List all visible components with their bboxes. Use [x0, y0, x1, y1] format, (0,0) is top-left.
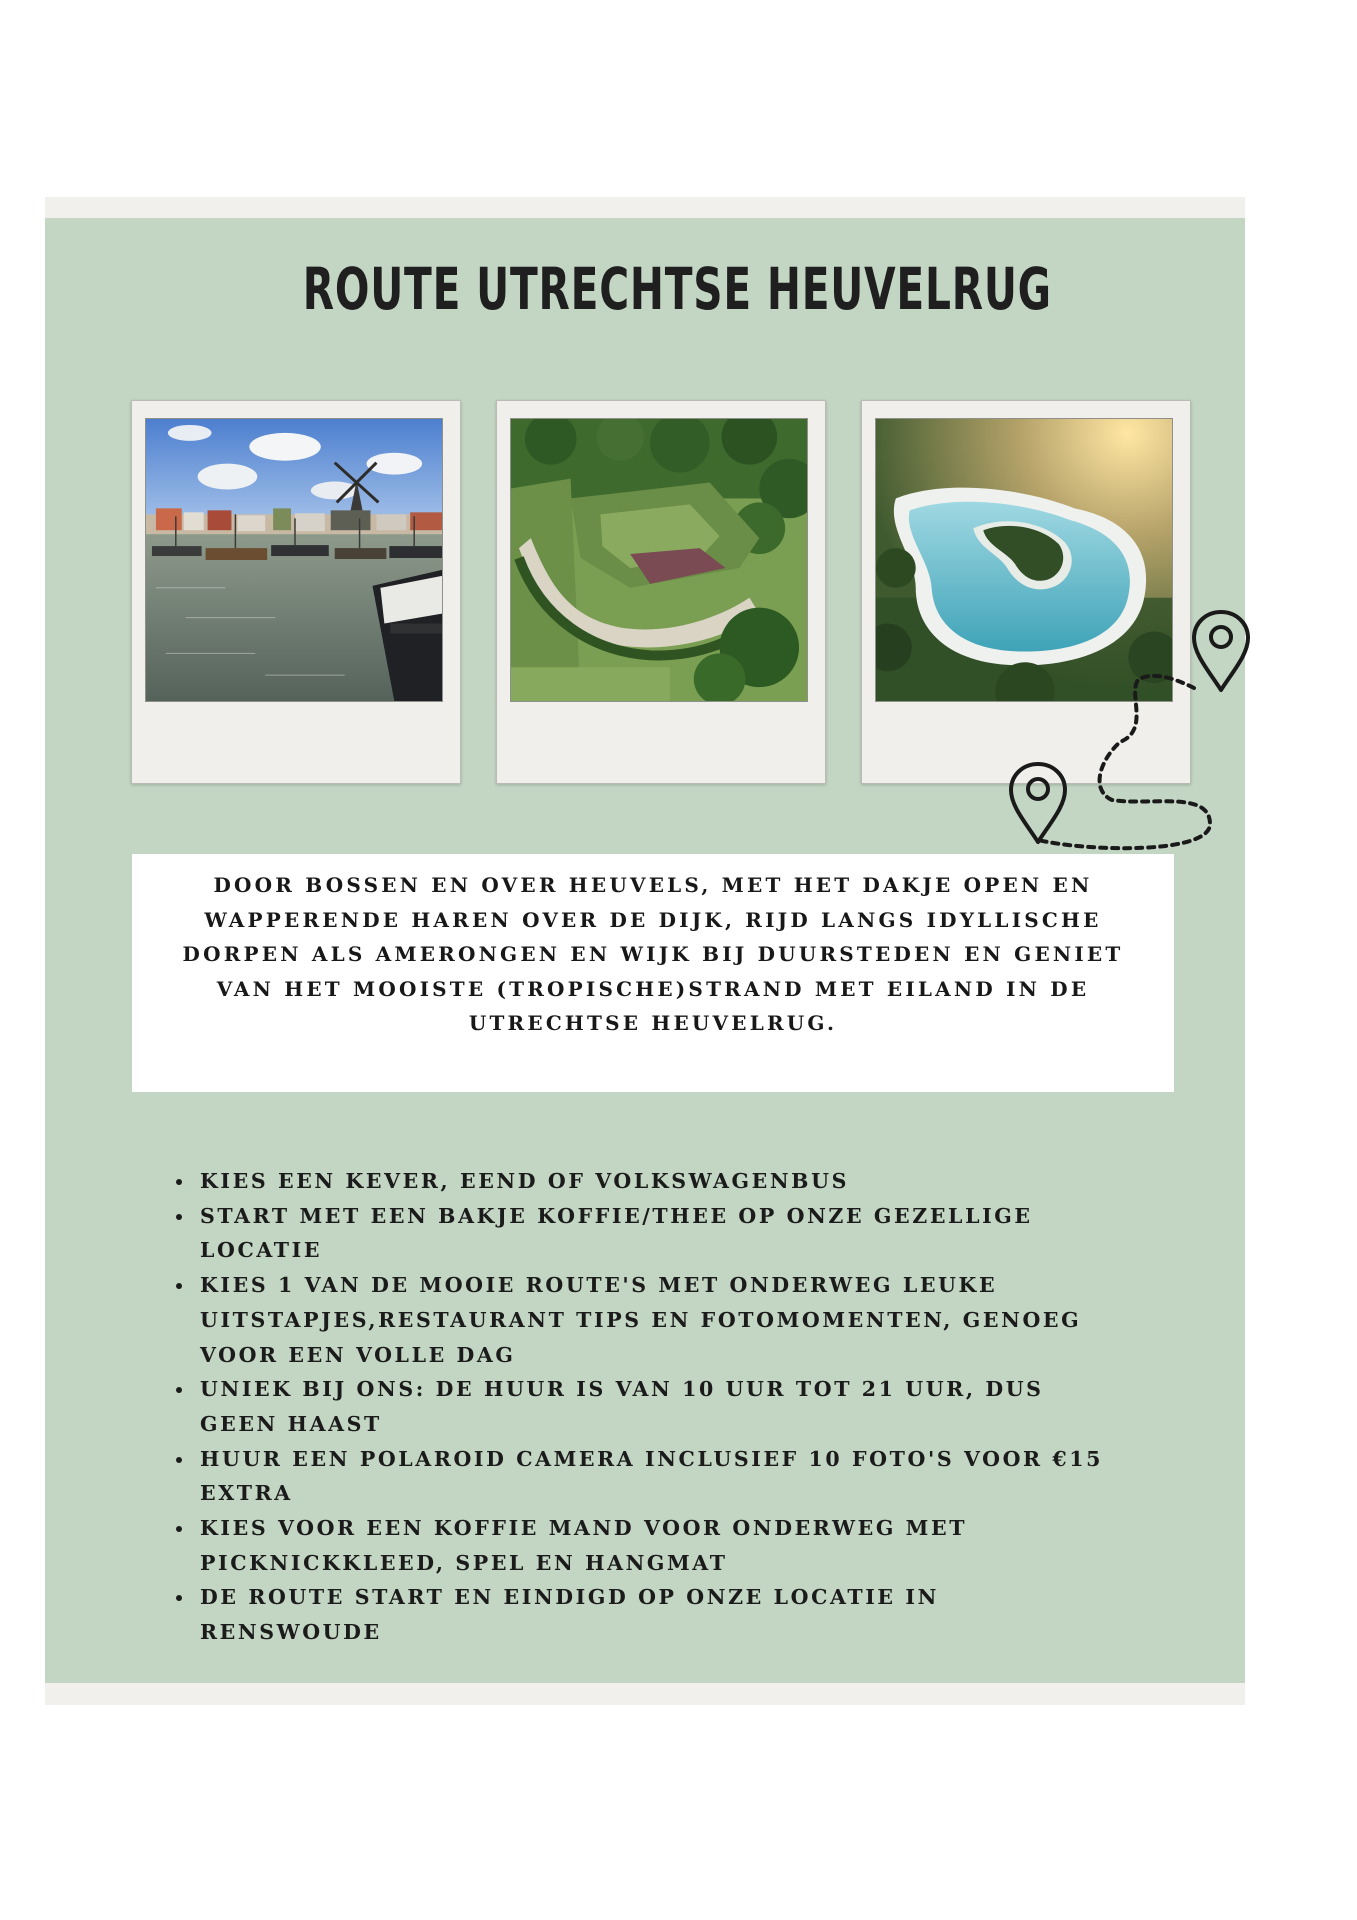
list-item: KIES VOOR EEN KOFFIE MAND VOOR ONDERWEG MET PICKNICKKLEED, SPEL EN HANGMAT: [174, 1511, 1114, 1580]
bottom-band: [45, 1683, 1245, 1705]
page-title: ROUTE UTRECHTSE HEUVELRUG: [302, 255, 1052, 323]
map-pin-icon: [1190, 608, 1252, 694]
list-item: HUUR EEN POLAROID CAMERA INCLUSIEF 10 FOTO'S VOOR €15 EXTRA: [174, 1442, 1114, 1511]
map-pin-icon: [1007, 760, 1069, 846]
feature-list: [174, 1164, 1114, 1650]
list-item: KIES EEN KEVER, EEND OF VOLKSWAGENBUS: [174, 1164, 1114, 1199]
list-item: KIES 1 VAN DE MOOIE ROUTE'S MET ONDERWEG LEUKE UITSTAPJES,RESTAURANT TIPS EN FOTOMOMENTEN, GENOEG VOOR EEN VOLLE DAG: [174, 1268, 1114, 1372]
list-item: DE ROUTE START EN EINDIGD OP ONZE LOCATIE IN RENSWOUDE: [174, 1580, 1114, 1649]
polaroid-frame-lake: [861, 400, 1191, 784]
tropical-lake-island-photo: [875, 418, 1173, 702]
list-item: START MET EEN BAKJE KOFFIE/THEE OP ONZE GEZELLIGE LOCATIE: [174, 1199, 1114, 1268]
intro-text-box: [132, 854, 1174, 1092]
harbor-windmill-photo: [145, 418, 443, 702]
list-item: UNIEK BIJ ONS: DE HUUR IS VAN 10 UUR TOT 21 UUR, DUS GEEN HAAST: [174, 1372, 1114, 1441]
aerial-fort-photo: [510, 418, 808, 702]
polaroid-frame-harbor: [131, 400, 461, 784]
intro-paragraph: DOOR BOSSEN EN OVER HEUVELS, MET HET DAKJE OPEN EN WAPPERENDE HAREN OVER DE DIJK, RIJD LANGS IDYLLISCHE DORPEN ALS AMERONGEN EN WIJK BIJ DUURSTEDEN EN GENIET VAN HET MOOISTE (TROPISCHE)STRAND MET EILAND IN DE UTRECHTSE HEUVELRUG.: [182, 873, 1124, 1035]
top-band: [45, 197, 1245, 219]
polaroid-frame-fort: [496, 400, 826, 784]
